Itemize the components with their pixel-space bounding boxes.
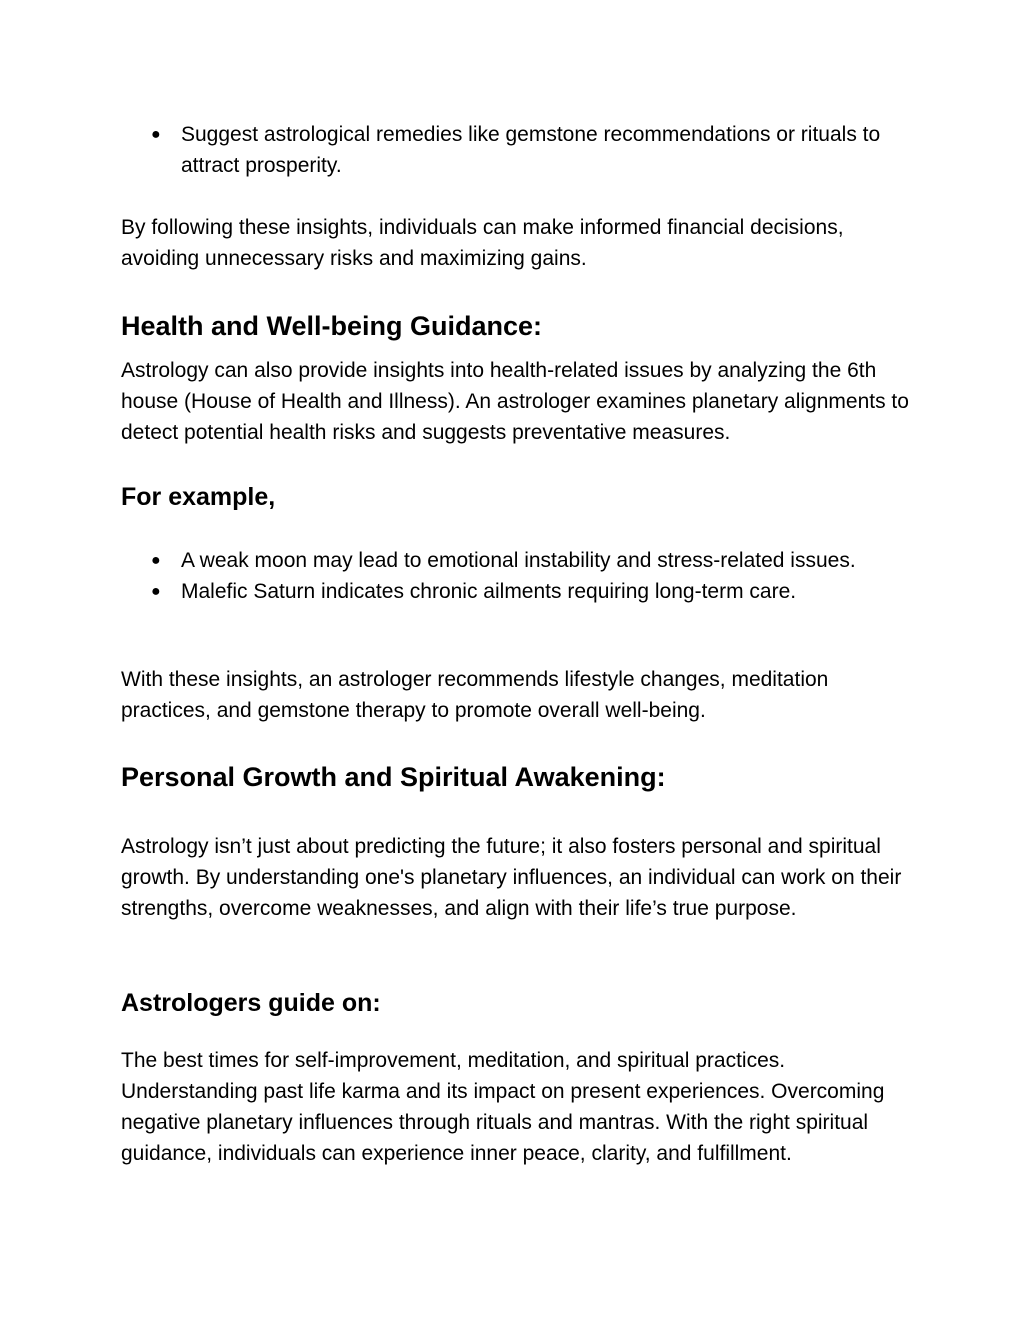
list-item-text: A weak moon may lead to emotional instability and stress-related issues. (181, 549, 856, 572)
for-example-heading: For example, (121, 483, 276, 511)
bullet-icon: ● (151, 583, 161, 600)
health-examples-list (121, 545, 911, 607)
health-heading: Health and Well-being Guidance: (121, 311, 543, 341)
list-item (121, 545, 911, 576)
list-item-text: Malefic Saturn indicates chronic ailments requiring long-term care. (181, 580, 797, 603)
bullet-icon: ● (151, 552, 161, 569)
growth-intro-paragraph: Astrology isn’t just about predicting the future; it also fosters personal and spiritual growth. By understanding one's planetary influences, an individual can work on their strengths, overcome weaknesses, and align with their life’s true purpose. (121, 835, 902, 920)
list-item-text: Suggest astrological remedies like gemstone recommendations or rituals to attract prosperity. (181, 123, 881, 177)
remedies-list (121, 119, 911, 181)
finance-summary-paragraph: By following these insights, individuals can make informed financial decisions, avoiding unnecessary risks and maximizing gains. (121, 216, 844, 270)
list-item (121, 576, 911, 607)
bullet-icon: ● (151, 126, 161, 143)
guide-heading: Astrologers guide on: (121, 989, 381, 1017)
growth-heading: Personal Growth and Spiritual Awakening: (121, 762, 666, 792)
list-item (121, 119, 911, 181)
guide-body-paragraph: The best times for self-improvement, meditation, and spiritual practices. Understanding past life karma and its impact on present experiences. Overcoming negative planetary influences through rituals and mantras. With the right spiritual guidance, individuals can experience inner peace, clarity, and fulfillment. (121, 1049, 885, 1165)
health-summary-paragraph: With these insights, an astrologer recommends lifestyle changes, meditation practices, and gemstone therapy to promote overall well-being. (121, 668, 829, 722)
health-intro-paragraph: Astrology can also provide insights into health-related issues by analyzing the 6th house (House of Health and Illness). An astrologer examines planetary alignments to detect potential health risks and suggests preventative measures. (121, 359, 909, 444)
